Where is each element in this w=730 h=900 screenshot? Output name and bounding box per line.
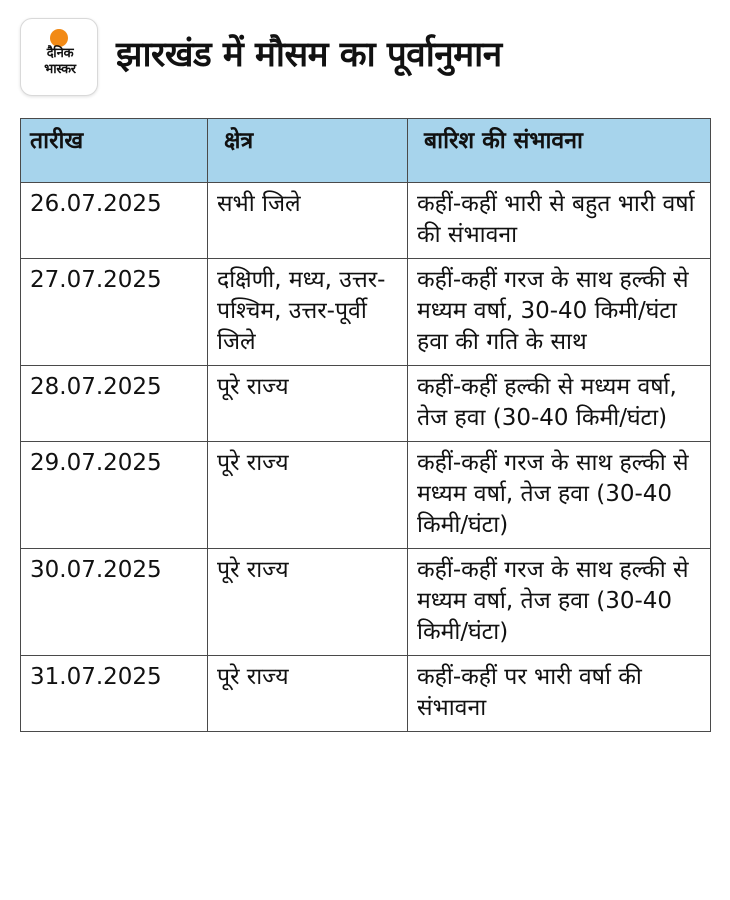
rain-cell: कहीं-कहीं पर भारी वर्षा की संभावना xyxy=(408,656,711,732)
area-cell: पूरे राज्य xyxy=(208,549,408,656)
logo-text-line2: भास्कर xyxy=(44,62,76,77)
logo-text-line1: दैनिक xyxy=(46,46,74,61)
table-row xyxy=(21,259,711,366)
date-cell: 26.07.2025 xyxy=(21,183,208,259)
rain-cell: कहीं-कहीं गरज के साथ हल्की से मध्यम वर्षा, तेज हवा (30-40 किमी/घंटा) xyxy=(408,549,711,656)
date-cell: 28.07.2025 xyxy=(21,366,208,442)
sun-icon xyxy=(50,29,68,47)
rain-cell: कहीं-कहीं भारी से बहुत भारी वर्षा की संभावना xyxy=(408,183,711,259)
area-cell: पूरे राज्य xyxy=(208,442,408,549)
column-header-rain: बारिश की संभावना xyxy=(408,119,711,183)
date-cell: 30.07.2025 xyxy=(21,549,208,656)
rain-cell: कहीं-कहीं हल्की से मध्यम वर्षा, तेज हवा (30-40 किमी/घंटा) xyxy=(408,366,711,442)
table-row xyxy=(21,656,711,732)
date-cell: 27.07.2025 xyxy=(21,259,208,366)
forecast-table xyxy=(20,118,711,732)
area-cell: दक्षिणी, मध्य, उत्तर-पश्चिम, उत्तर-पूर्वी जिले xyxy=(208,259,408,366)
date-cell: 29.07.2025 xyxy=(21,442,208,549)
column-header-date: तारीख xyxy=(21,119,208,183)
rain-cell: कहीं-कहीं गरज के साथ हल्की से मध्यम वर्षा, 30-40 किमी/घंटा हवा की गति के साथ xyxy=(408,259,711,366)
date-cell: 31.07.2025 xyxy=(21,656,208,732)
area-cell: पूरे राज्य xyxy=(208,656,408,732)
page-title: झारखंड में मौसम का पूर्वानुमान xyxy=(116,35,502,75)
table-row xyxy=(21,549,711,656)
area-cell: पूरे राज्य xyxy=(208,366,408,442)
header xyxy=(20,18,710,98)
dainik-bhaskar-logo xyxy=(20,18,98,96)
area-cell: सभी जिले xyxy=(208,183,408,259)
table-header-row xyxy=(21,119,711,183)
table-row xyxy=(21,442,711,549)
rain-cell: कहीं-कहीं गरज के साथ हल्की से मध्यम वर्षा, तेज हवा (30-40 किमी/घंटा) xyxy=(408,442,711,549)
table-row xyxy=(21,366,711,442)
table-row xyxy=(21,183,711,259)
column-header-area: क्षेत्र xyxy=(208,119,408,183)
